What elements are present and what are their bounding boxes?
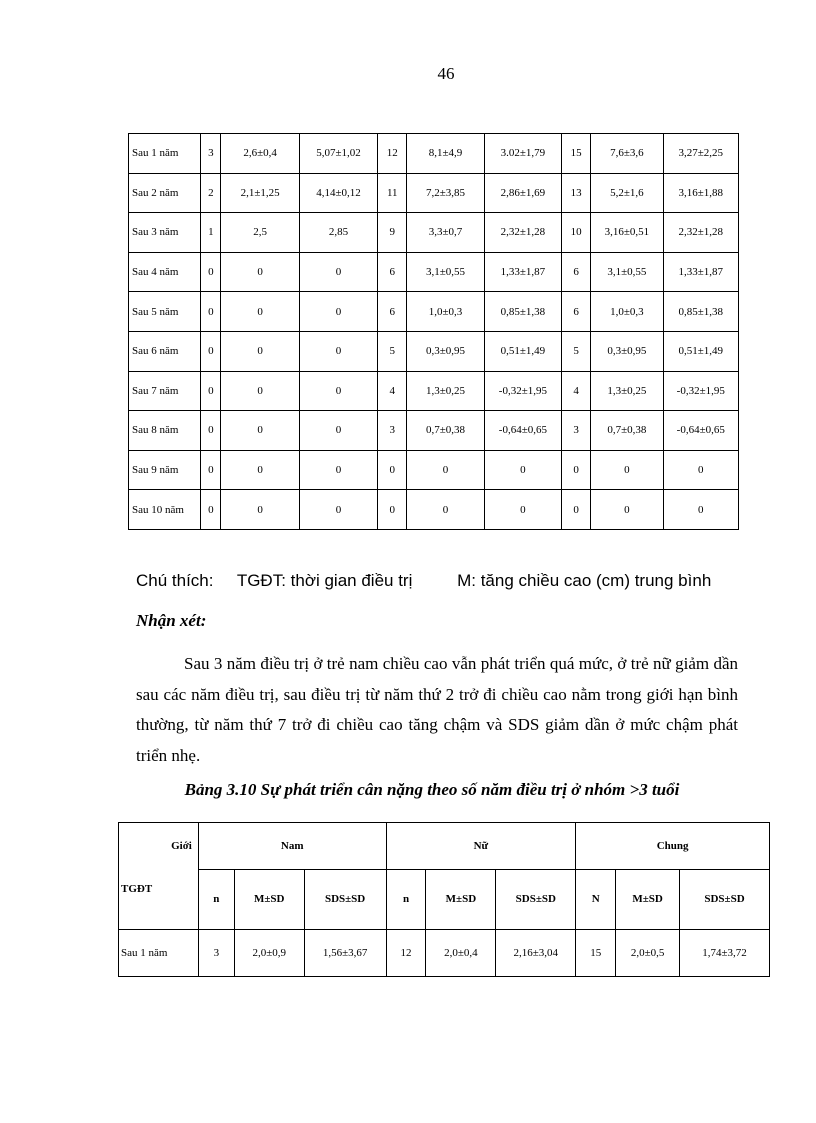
table-row (129, 490, 739, 530)
column-header: n (198, 869, 234, 930)
page-number: 46 (437, 64, 455, 83)
table-cell: 2,6±0,4 (221, 134, 299, 174)
table-cell: 1,3±0,25 (591, 371, 663, 411)
table-cell: -0,32±1,95 (484, 371, 561, 411)
table-cell: 0 (221, 292, 299, 332)
table-cell: 2,0±0,9 (234, 930, 304, 977)
table-cell: 3,3±0,7 (407, 213, 484, 253)
table-row (129, 411, 739, 451)
table-row (129, 371, 739, 411)
table-cell: 1 (201, 213, 221, 253)
table-cell: -0,32±1,95 (663, 371, 738, 411)
table-cell: 2,5 (221, 213, 299, 253)
table-cell: 12 (386, 930, 426, 977)
table-cell: 0 (299, 450, 377, 490)
column-header: SDS±SD (496, 869, 576, 930)
table-cell: 0,51±1,49 (484, 331, 561, 371)
table-cell: 0,3±0,95 (591, 331, 663, 371)
table-cell: 0 (299, 371, 377, 411)
table-cell: 3 (562, 411, 591, 451)
table-cell: 3 (378, 411, 407, 451)
row-label: Sau 1 năm (129, 134, 201, 174)
row-label: Sau 10 năm (129, 490, 201, 530)
table-cell: 1,3±0,25 (407, 371, 484, 411)
table-cell: 0 (299, 252, 377, 292)
table-row (129, 213, 739, 253)
table-row (129, 173, 739, 213)
table-cell: 0 (299, 411, 377, 451)
table-cell: 3 (198, 930, 234, 977)
table-row (129, 252, 739, 292)
table-cell: 0 (378, 450, 407, 490)
table-cell: 0 (562, 490, 591, 530)
table-cell: 1,33±1,87 (484, 252, 561, 292)
table-cell: 0 (201, 411, 221, 451)
table-cell: 0 (299, 331, 377, 371)
table-cell: 0,7±0,38 (407, 411, 484, 451)
table-cell: 0 (663, 450, 738, 490)
table-cell: 0 (221, 411, 299, 451)
table-cell: 6 (378, 292, 407, 332)
table-cell: 3,16±0,51 (591, 213, 663, 253)
table-cell: 0 (591, 490, 663, 530)
table-cell: 0 (562, 450, 591, 490)
table-cell: 0,51±1,49 (663, 331, 738, 371)
table-cell: 3,16±1,88 (663, 173, 738, 213)
table-cell: 15 (562, 134, 591, 174)
table-cell: 2 (201, 173, 221, 213)
table-cell: 0,3±0,95 (407, 331, 484, 371)
column-header: M±SD (616, 869, 680, 930)
table-cell: 1,0±0,3 (591, 292, 663, 332)
table-cell: 0 (299, 490, 377, 530)
table-row (129, 292, 739, 332)
table-cell: 0,85±1,38 (663, 292, 738, 332)
table-cell: 2,0±0,5 (616, 930, 680, 977)
table-cell: 0 (201, 490, 221, 530)
column-header: M±SD (234, 869, 304, 930)
table-cell: 0 (221, 252, 299, 292)
table-cell: 15 (576, 930, 616, 977)
table-cell: 0 (221, 331, 299, 371)
table-cell: 10 (562, 213, 591, 253)
table-cell: 2,0±0,4 (426, 930, 496, 977)
table-cell: 0 (201, 252, 221, 292)
row-label: Sau 2 năm (129, 173, 201, 213)
table-cell: 0,85±1,38 (484, 292, 561, 332)
column-header: n (386, 869, 426, 930)
table-cell: 6 (562, 252, 591, 292)
table-cell: 2,16±3,04 (496, 930, 576, 977)
height-growth-table (128, 133, 739, 530)
table-cell: 0 (221, 371, 299, 411)
row-label: Sau 4 năm (129, 252, 201, 292)
row-label: Sau 8 năm (129, 411, 201, 451)
table-cell: 5 (378, 331, 407, 371)
table-cell: 4,14±0,12 (299, 173, 377, 213)
table-cell: 11 (378, 173, 407, 213)
table-cell: 6 (562, 292, 591, 332)
table-cell: 0 (407, 490, 484, 530)
table-cell: 7,6±3,6 (591, 134, 663, 174)
table-cell: 1,56±3,67 (304, 930, 386, 977)
column-header: SDS±SD (680, 869, 770, 930)
table-cell: 0 (201, 331, 221, 371)
group-header-total: Chung (576, 823, 770, 870)
group-header-female: Nữ (386, 823, 576, 870)
remark-paragraph: Sau 3 năm điều trị ở trẻ nam chiều cao vẫn phát triển quá mức, ở trẻ nữ giảm dần sau các năm điều trị, sau điều trị từ năm thứ 2 trở đi chiều cao nằm trong giới hạn bình thường, từ năm thứ 7 trở đi chiều cao tăng chậm và SDS giảm dần ở mức chậm phát triển nhẹ. (136, 654, 738, 765)
column-header: M±SD (426, 869, 496, 930)
table-cell: 13 (562, 173, 591, 213)
table-cell: 0 (299, 292, 377, 332)
table-cell: 4 (378, 371, 407, 411)
table-cell: 2,86±1,69 (484, 173, 561, 213)
row-label: Sau 3 năm (129, 213, 201, 253)
table-cell: 2,32±1,28 (663, 213, 738, 253)
table-cell: 0 (221, 450, 299, 490)
table-cell: 5,2±1,6 (591, 173, 663, 213)
table-row (129, 450, 739, 490)
weight-growth-table (118, 822, 770, 977)
row-label: Sau 1 năm (119, 930, 199, 977)
group-header-male: Nam (198, 823, 386, 870)
corner-header-gender: Giới (119, 823, 199, 870)
table-cell: 1,0±0,3 (407, 292, 484, 332)
footnote-m: M: tăng chiều cao (cm) trung bình (457, 571, 712, 590)
row-label: Sau 7 năm (129, 371, 201, 411)
table-cell: 0 (591, 450, 663, 490)
table-cell: 0 (484, 490, 561, 530)
table-cell: 0 (663, 490, 738, 530)
table-cell: 7,2±3,85 (407, 173, 484, 213)
table-cell: 3,27±2,25 (663, 134, 738, 174)
row-label: Sau 6 năm (129, 331, 201, 371)
table-cell: 0,7±0,38 (591, 411, 663, 451)
table-cell: 0 (484, 450, 561, 490)
remark-heading: Nhận xét: (136, 611, 207, 630)
table-cell: 6 (378, 252, 407, 292)
table-cell: 1,33±1,87 (663, 252, 738, 292)
table-cell: 4 (562, 371, 591, 411)
table-cell: 0 (378, 490, 407, 530)
table-cell: 12 (378, 134, 407, 174)
table-cell: 0 (201, 450, 221, 490)
table-cell: 1,74±3,72 (680, 930, 770, 977)
table-cell: 0 (407, 450, 484, 490)
column-header: N (576, 869, 616, 930)
row-label: Sau 9 năm (129, 450, 201, 490)
corner-header-tgdt: TGĐT (119, 869, 199, 930)
table-cell: 5 (562, 331, 591, 371)
table-cell: 0 (201, 292, 221, 332)
table-cell: 8,1±4,9 (407, 134, 484, 174)
table-caption: Bảng 3.10 Sự phát triển cân nặng theo số năm điều trị ở nhóm >3 tuổi (184, 780, 680, 799)
table-cell: 2,85 (299, 213, 377, 253)
table-cell: 0 (201, 371, 221, 411)
table-cell: 2,1±1,25 (221, 173, 299, 213)
table-cell: 0 (221, 490, 299, 530)
row-label: Sau 5 năm (129, 292, 201, 332)
table-cell: 3 (201, 134, 221, 174)
table-cell: 5,07±1,02 (299, 134, 377, 174)
footnote-label: Chú thích: (136, 571, 214, 590)
table-cell: 3.02±1,79 (484, 134, 561, 174)
table-row (129, 134, 739, 174)
table-cell: 3,1±0,55 (407, 252, 484, 292)
table-cell: 2,32±1,28 (484, 213, 561, 253)
table-footnote (136, 571, 711, 591)
table-cell: -0,64±0,65 (484, 411, 561, 451)
table-cell: -0,64±0,65 (663, 411, 738, 451)
footnote-tgdt: TGĐT: thời gian điều trị (236, 571, 413, 590)
column-header: SDS±SD (304, 869, 386, 930)
table-row (129, 331, 739, 371)
table-cell: 9 (378, 213, 407, 253)
table-cell: 3,1±0,55 (591, 252, 663, 292)
table-row (119, 930, 770, 977)
